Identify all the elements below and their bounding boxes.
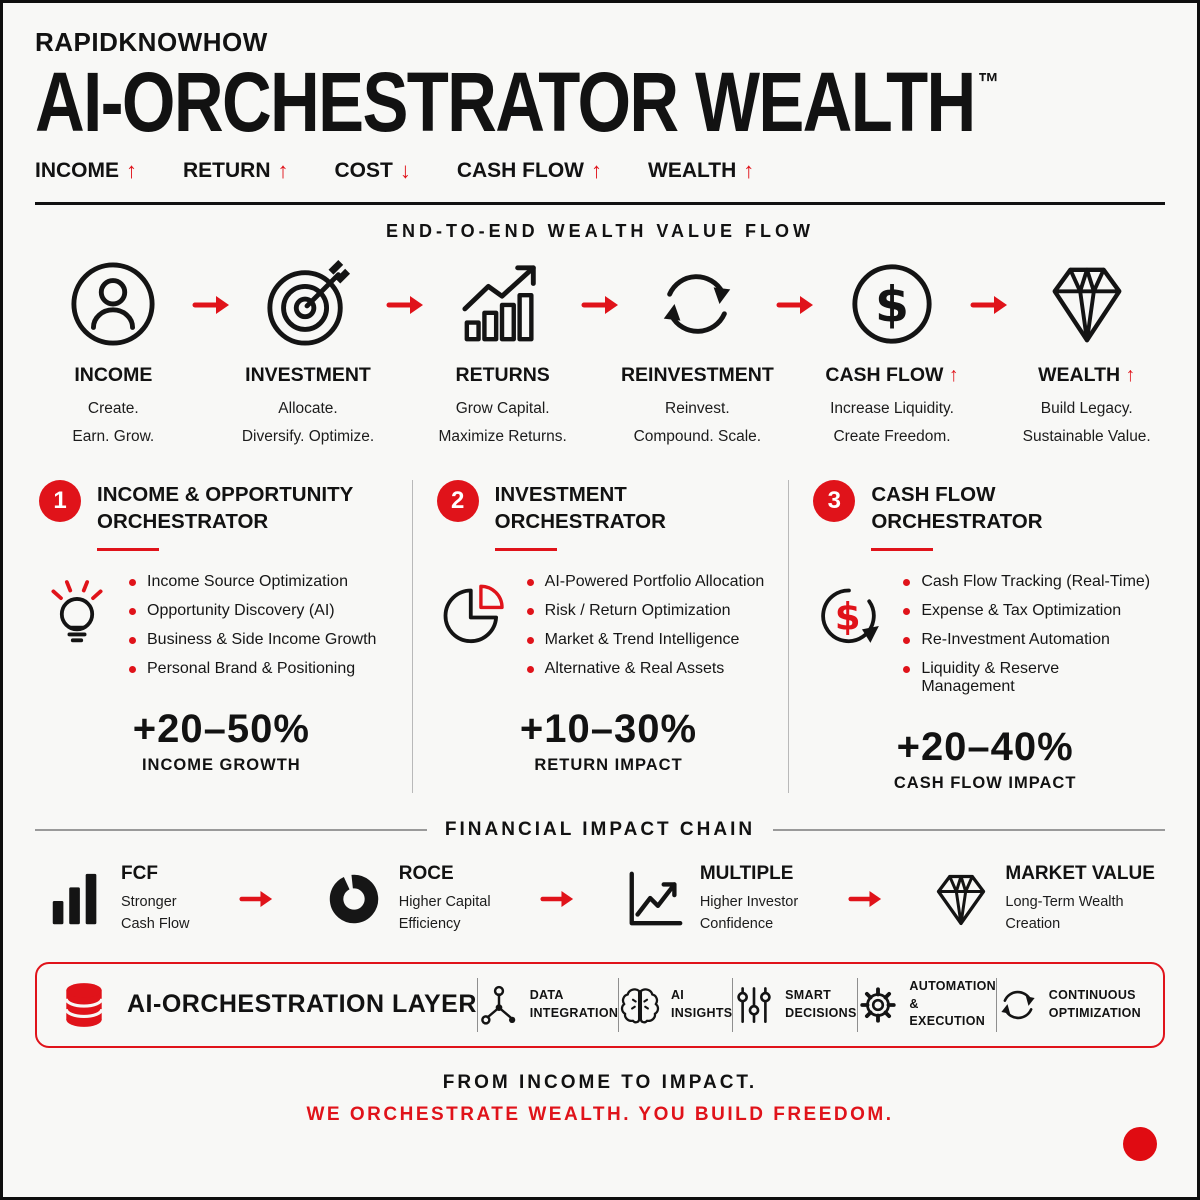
red-underline — [97, 548, 159, 551]
flow-step-returns: RETURNS Grow Capital. Maximize Returns. — [424, 260, 581, 451]
number-badge: 2 — [437, 480, 479, 522]
chain-item-multiple: MULTIPLE Higher Investor Confidence — [624, 863, 798, 936]
footer — [35, 1072, 1165, 1126]
red-underline — [871, 548, 933, 551]
stat-label: CASH FLOW IMPACT — [893, 773, 1077, 792]
stat-label: RETURN IMPACT — [534, 755, 683, 774]
metric-cash-flow: CASH FLOW ↑ — [456, 157, 602, 183]
list-item: Alternative & Real Assets — [527, 660, 765, 678]
number-badge: 3 — [813, 480, 855, 522]
stat-label: INCOME GROWTH — [141, 755, 301, 774]
value-flow-heading: END-TO-END WEALTH VALUE FLOW — [386, 220, 814, 241]
up-arrow-icon: ↑ — [1125, 363, 1136, 386]
list-item: Market & Trend Intelligence — [527, 631, 765, 649]
arrow-right-icon — [848, 887, 882, 911]
card-title: INCOME & OPPORTUNITY ORCHESTRATOR — [97, 483, 354, 534]
donut-chart-icon — [323, 868, 385, 930]
sliders-icon — [733, 984, 775, 1026]
bullet-dot — [129, 579, 136, 586]
target-icon — [230, 260, 387, 348]
arrow-right-icon — [970, 292, 1008, 318]
cycle-arrows-icon — [619, 260, 776, 348]
chain-item-roce: ROCE Higher Capital Efficiency — [323, 863, 491, 936]
list-item: Cash Flow Tracking (Real-Time) — [903, 573, 1157, 591]
impact-chain-heading: FINANCIAL IMPACT CHAIN — [35, 819, 1165, 841]
red-underline — [495, 548, 557, 551]
metric-cost: COST ↓ — [334, 157, 411, 183]
footer-tagline: FROM INCOME TO IMPACT. — [442, 1071, 758, 1093]
line-chart-icon — [624, 868, 686, 930]
bullet-dot — [129, 608, 136, 615]
bullet-dot — [527, 579, 534, 586]
bullet-list — [129, 571, 376, 689]
card-income-opportunity-orchestrator — [35, 480, 412, 792]
divider-line — [773, 829, 1165, 831]
up-arrow-icon: ↑ — [948, 363, 959, 386]
metric-income: INCOME ↑ — [35, 157, 137, 183]
up-arrow-icon: ↑ — [743, 157, 755, 183]
chain-item-fcf: FCF Stronger Cash Flow — [45, 863, 190, 936]
list-item: Personal Brand & Positioning — [129, 660, 376, 678]
bullet-dot — [527, 637, 534, 644]
bullet-dot — [527, 666, 534, 673]
dollar-circle-icon — [814, 260, 971, 348]
metric-return: RETURN ↑ — [183, 157, 289, 183]
ai-item-automation-execution: AUTOMATION & EXECUTION — [857, 978, 996, 1031]
person-icon — [35, 260, 192, 348]
ai-layer-label: AI-ORCHESTRATION LAYER — [127, 990, 477, 1019]
bullet-dot — [129, 666, 136, 673]
bullet-dot — [903, 608, 910, 615]
flow-step-reinvestment: REINVESTMENT Reinvest. Compound. Scale. — [619, 260, 776, 451]
card-title: INVESTMENT ORCHESTRATOR — [494, 483, 666, 534]
lightbulb-icon — [39, 571, 115, 689]
title-text: AI-ORCHESTRATOR WEALTH — [35, 55, 975, 149]
list-item: AI-Powered Portfolio Allocation — [527, 573, 765, 591]
database-icon — [59, 979, 109, 1031]
flow-step-cash-flow: $ CASH FLOW ↑ Increase Liquidity. Create Freedom. — [814, 260, 971, 451]
arrow-right-icon — [540, 887, 574, 911]
up-arrow-icon: ↑ — [126, 157, 137, 183]
gear-icon — [857, 984, 899, 1026]
card-title: CASH FLOW ORCHESTRATOR — [871, 483, 1043, 534]
svg-text:$: $ — [835, 595, 861, 639]
orchestrator-cards — [35, 480, 1165, 792]
section-divider — [35, 202, 1165, 205]
brain-icon — [619, 984, 661, 1026]
poster — [3, 3, 1197, 1197]
svg-text:$: $ — [875, 276, 910, 334]
stat-value: +20–50% — [132, 706, 310, 751]
brand-name: RAPIDKNOWHOW — [35, 27, 268, 57]
bullet-dot — [129, 637, 136, 644]
arrow-right-icon — [776, 292, 814, 318]
diamond-icon — [1008, 260, 1165, 348]
flow-step-investment: INVESTMENT Allocate. Diversify. Optimize. — [230, 260, 387, 451]
dollar-cycle-icon — [813, 571, 889, 707]
down-arrow-icon: ↓ — [399, 157, 411, 183]
arrow-right-icon — [192, 292, 230, 318]
bullet-dot — [527, 608, 534, 615]
refresh-icon — [997, 984, 1039, 1026]
impact-chain-row — [35, 863, 1165, 936]
card-cash-flow-orchestrator — [788, 480, 1165, 792]
divider-line — [35, 829, 427, 831]
list-item: Business & Side Income Growth — [129, 631, 376, 649]
ai-orchestration-layer-bar — [35, 962, 1165, 1048]
flow-step-income: INCOME Create. Earn. Grow. — [35, 260, 192, 451]
network-icon — [478, 984, 520, 1026]
bullet-list — [903, 571, 1157, 707]
list-item: Risk / Return Optimization — [527, 602, 765, 620]
list-item: Income Source Optimization — [129, 573, 376, 591]
arrow-right-icon — [239, 887, 273, 911]
bullet-dot — [903, 637, 910, 644]
red-dot — [1123, 1127, 1157, 1161]
pie-chart-icon — [437, 571, 513, 689]
bullet-list — [527, 571, 765, 689]
ai-item-smart-decisions: SMART DECISIONS — [733, 984, 856, 1026]
metrics-row — [35, 158, 1165, 184]
metric-wealth: WEALTH ↑ — [648, 157, 755, 183]
list-item: Liquidity & Reserve Management — [903, 660, 1157, 696]
up-arrow-icon: ↑ — [277, 157, 289, 183]
growth-bars-icon — [424, 260, 581, 348]
bullet-dot — [903, 666, 910, 673]
card-investment-orchestrator — [412, 480, 789, 792]
arrow-right-icon — [386, 292, 424, 318]
list-item: Expense & Tax Optimization — [903, 602, 1157, 620]
page-title — [35, 55, 1165, 149]
stat-value: +10–30% — [519, 706, 698, 751]
arrow-right-icon — [581, 292, 619, 318]
ai-item-data-integration: DATA INTEGRATION — [478, 984, 618, 1026]
ai-item-continuous-optimization: CONTINUOUS OPTIMIZATION — [997, 984, 1141, 1026]
bar-chart-icon — [45, 868, 107, 930]
up-arrow-icon: ↑ — [591, 157, 602, 183]
chain-item-market-value: MARKET VALUE Long-Term Wealth Creation — [931, 863, 1155, 936]
bullet-dot — [903, 579, 910, 586]
flow-step-wealth: WEALTH ↑ Build Legacy. Sustainable Value. — [1008, 260, 1165, 451]
value-flow-row — [35, 260, 1165, 451]
ai-item-ai-insights: AI INSIGHTS — [619, 984, 732, 1026]
list-item: Opportunity Discovery (AI) — [129, 602, 376, 620]
trademark-symbol: ™ — [977, 67, 1000, 97]
stat-value: +20–40% — [896, 724, 1074, 769]
footer-tagline-red: WE ORCHESTRATE WEALTH. YOU BUILD FREEDOM. — [306, 1103, 894, 1125]
list-item: Re-Investment Automation — [903, 631, 1157, 649]
diamond-icon — [931, 869, 991, 929]
number-badge: 1 — [39, 480, 81, 522]
